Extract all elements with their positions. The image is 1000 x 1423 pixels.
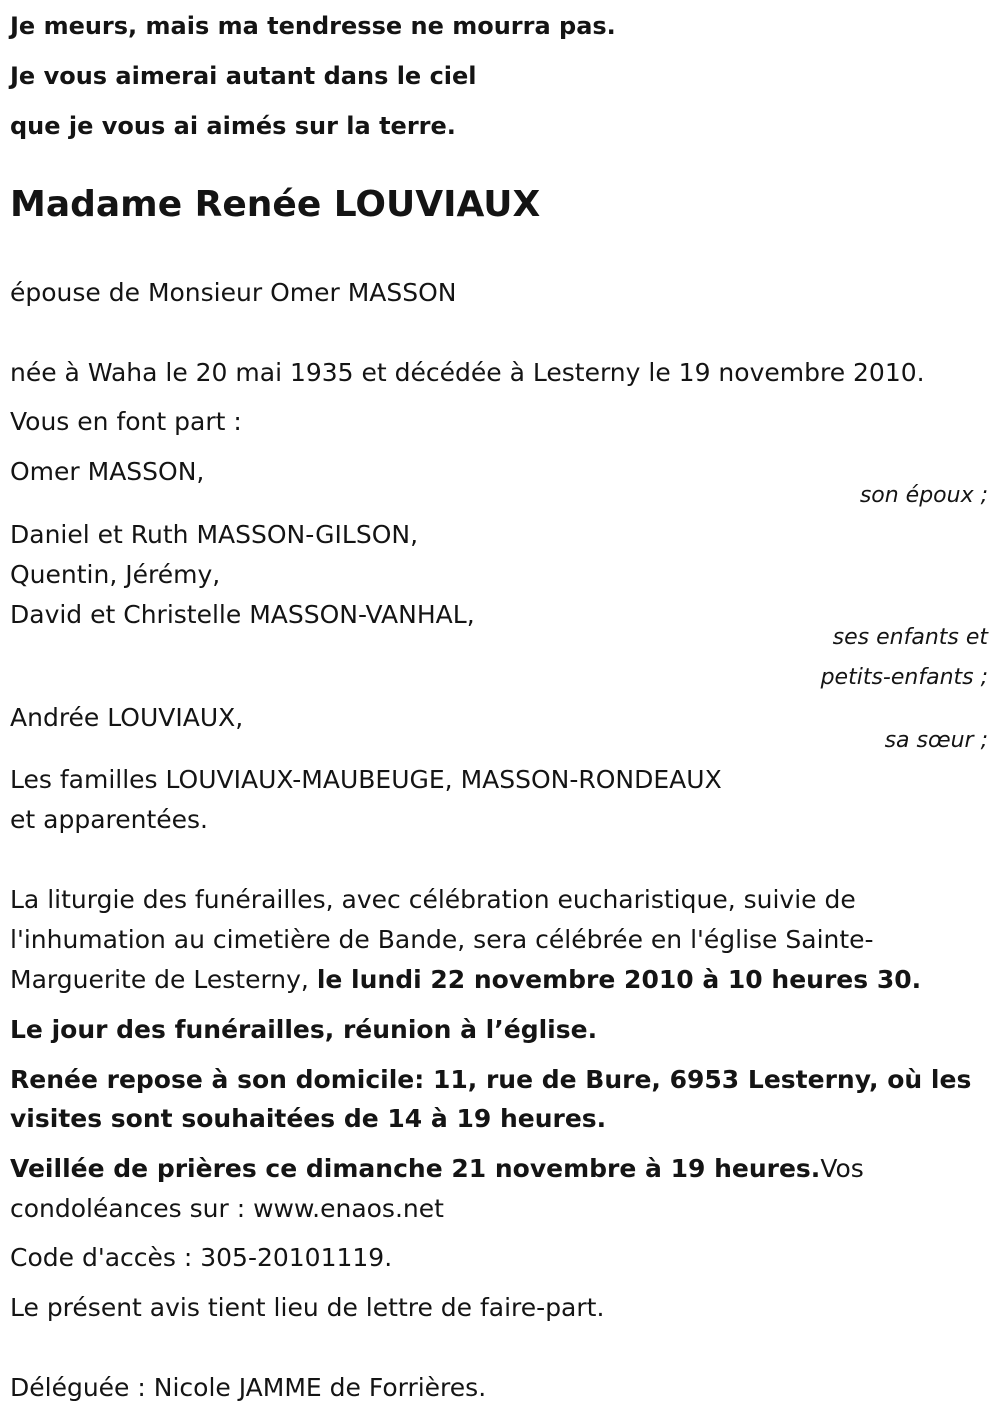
sister-name: Andrée LOUVIAUX, (10, 703, 244, 732)
sister-role: sa sœur ; (884, 728, 988, 753)
poem-line-1: Je meurs, mais ma tendresse ne mourra pas. (10, 12, 616, 40)
vigil-text: Veillée de prières ce dimanche 21 novembre à 19 heures. (10, 1154, 821, 1183)
access-code: Code d'accès : 305-20101119. (10, 1243, 393, 1272)
deceased-name: Madame Renée LOUVIAUX (10, 184, 541, 225)
delegate-line: Déléguée : Nicole JAMME de Forrières. (10, 1373, 487, 1402)
spouse-role: son époux ; (859, 483, 988, 508)
families-line-2: et apparentées. (10, 805, 208, 834)
children-line-3: David et Christelle MASSON-VANHAL, (10, 600, 475, 629)
poem-line-2: Je vous aimerai autant dans le ciel (10, 62, 477, 90)
children-role-line-2: petits-enfants ; (820, 665, 988, 690)
ceremony-place: Marguerite de Lesterny, (10, 965, 317, 994)
dates-line: née à Waha le 20 mai 1935 et décédée à Lesterny le 19 novembre 2010. (10, 358, 925, 387)
families-line-1: Les familles LOUVIAUX-MAUBEUGE, MASSON-RONDEAUX (10, 765, 722, 794)
vigil-continuation: Vos (820, 1154, 864, 1183)
announcers-intro: Vous en font part : (10, 407, 242, 436)
condolences-line: condoléances sur : www.enaos.net (10, 1194, 444, 1223)
spouse-name: Omer MASSON, (10, 457, 205, 486)
spouse-line: épouse de Monsieur Omer MASSON (10, 278, 457, 307)
gathering-line: Le jour des funérailles, réunion à l’église. (10, 1015, 598, 1044)
poem-line-3: que je vous ai aimés sur la terre. (10, 112, 456, 140)
repose-line-1: Renée repose à son domicile: 11, rue de Bure, 6953 Lesterny, où les (10, 1065, 972, 1094)
ceremony-line-2: l'inhumation au cimetière de Bande, sera célébrée en l'église Sainte- (10, 925, 874, 954)
children-line-1: Daniel et Ruth MASSON-GILSON, (10, 520, 419, 549)
vigil-line (10, 1149, 864, 1189)
children-line-2: Quentin, Jérémy, (10, 560, 221, 589)
repose-line-2: visites sont souhaitées de 14 à 19 heures. (10, 1104, 607, 1133)
children-role-line-1: ses enfants et (832, 625, 988, 650)
ceremony-line-3 (10, 960, 921, 1000)
ceremony-date-time: le lundi 22 novembre 2010 à 10 heures 30. (316, 965, 922, 994)
ceremony-line-1: La liturgie des funérailles, avec célébration eucharistique, suivie de (10, 885, 856, 914)
faire-part-notice: Le présent avis tient lieu de lettre de faire-part. (10, 1293, 605, 1322)
